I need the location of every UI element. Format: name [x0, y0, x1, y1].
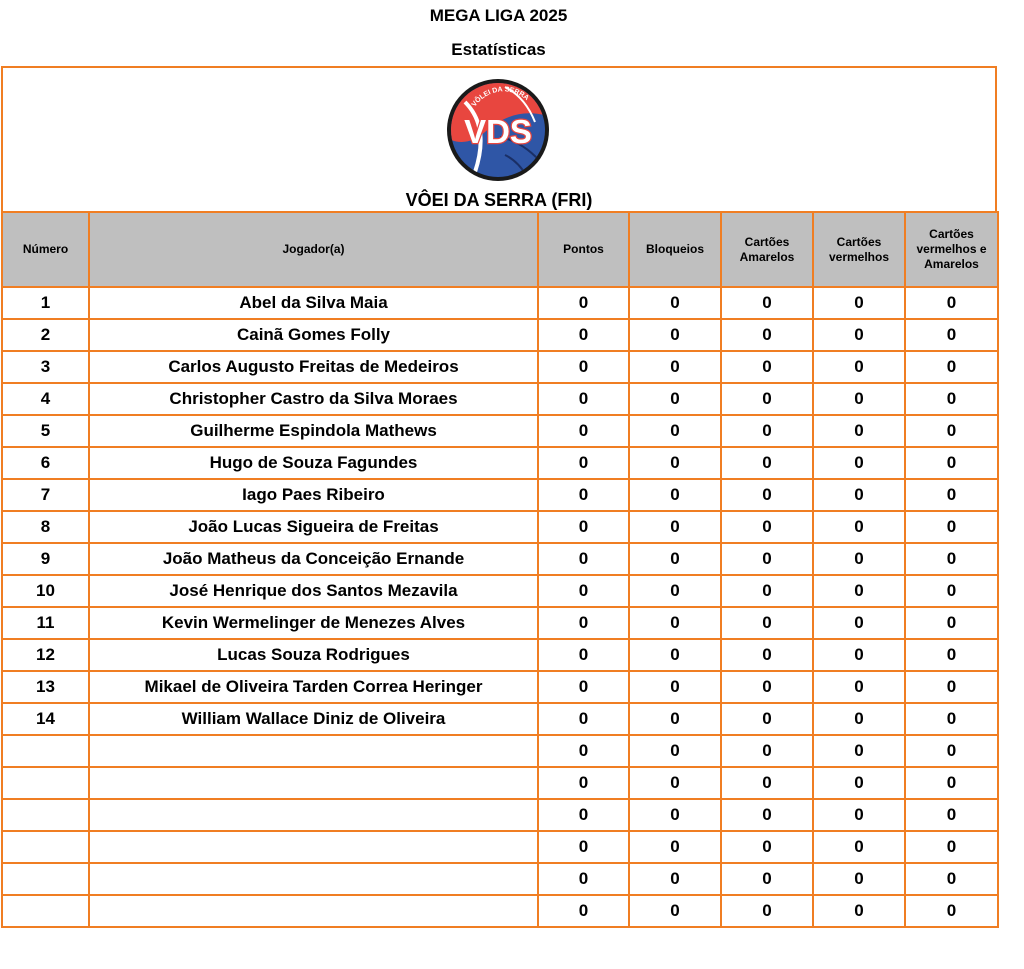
red-cards-cell: 0: [813, 831, 905, 863]
table-row: [2, 511, 998, 543]
logo-arc-text: VÔLEI DA SERRA: [470, 86, 530, 109]
points-cell: 0: [538, 351, 629, 383]
points-cell: 0: [538, 703, 629, 735]
table-header-row: [2, 212, 998, 287]
blocks-cell: 0: [629, 575, 721, 607]
blocks-cell: 0: [629, 767, 721, 799]
red-yellow-cards-cell: 0: [905, 895, 998, 927]
red-yellow-cards-cell: 0: [905, 735, 998, 767]
player-number: 7: [2, 479, 89, 511]
blocks-cell: 0: [629, 639, 721, 671]
table-row: [2, 351, 998, 383]
red-cards-cell: 0: [813, 799, 905, 831]
red-yellow-cards-cell: 0: [905, 799, 998, 831]
col-header-bloqueios: Bloqueios: [629, 212, 721, 287]
yellow-cards-cell: 0: [721, 639, 813, 671]
red-yellow-cards-cell: 0: [905, 767, 998, 799]
table-row: [2, 447, 998, 479]
red-yellow-cards-cell: 0: [905, 671, 998, 703]
red-cards-cell: 0: [813, 351, 905, 383]
table-row: [2, 607, 998, 639]
points-cell: 0: [538, 863, 629, 895]
player-number: 1: [2, 287, 89, 319]
yellow-cards-cell: 0: [721, 831, 813, 863]
red-yellow-cards-cell: 0: [905, 575, 998, 607]
page-subtitle: Estatísticas: [451, 40, 546, 59]
player-number: [2, 767, 89, 799]
yellow-cards-cell: 0: [721, 479, 813, 511]
player-number: 13: [2, 671, 89, 703]
blocks-cell: 0: [629, 479, 721, 511]
col-header-pontos: Pontos: [538, 212, 629, 287]
blocks-cell: 0: [629, 799, 721, 831]
yellow-cards-cell: 0: [721, 543, 813, 575]
red-yellow-cards-cell: 0: [905, 703, 998, 735]
red-cards-cell: 0: [813, 863, 905, 895]
player-name: William Wallace Diniz de Oliveira: [89, 703, 538, 735]
points-cell: 0: [538, 607, 629, 639]
col-header-amarelos: Cartões Amarelos: [721, 212, 813, 287]
red-cards-cell: 0: [813, 639, 905, 671]
points-cell: 0: [538, 447, 629, 479]
blocks-cell: 0: [629, 319, 721, 351]
points-cell: 0: [538, 319, 629, 351]
red-cards-cell: 0: [813, 415, 905, 447]
player-name: [89, 735, 538, 767]
yellow-cards-cell: 0: [721, 383, 813, 415]
col-header-numero: Número: [2, 212, 89, 287]
red-yellow-cards-cell: 0: [905, 383, 998, 415]
player-number: 6: [2, 447, 89, 479]
red-yellow-cards-cell: 0: [905, 863, 998, 895]
table-row: [2, 671, 998, 703]
stats-table: [1, 211, 999, 928]
table-row: [2, 799, 998, 831]
blocks-cell: 0: [629, 383, 721, 415]
red-cards-cell: 0: [813, 447, 905, 479]
player-number: 4: [2, 383, 89, 415]
blocks-cell: 0: [629, 543, 721, 575]
blocks-cell: 0: [629, 511, 721, 543]
player-name: Carlos Augusto Freitas de Medeiros: [89, 351, 538, 383]
red-cards-cell: 0: [813, 383, 905, 415]
points-cell: 0: [538, 671, 629, 703]
red-yellow-cards-cell: 0: [905, 351, 998, 383]
table-row: [2, 415, 998, 447]
player-name: [89, 799, 538, 831]
red-cards-cell: 0: [813, 319, 905, 351]
team-header: [1, 66, 997, 215]
red-cards-cell: 0: [813, 287, 905, 319]
team-logo: [445, 77, 551, 183]
player-name: Cainã Gomes Folly: [89, 319, 538, 351]
player-name: João Matheus da Conceição Ernande: [89, 543, 538, 575]
blocks-cell: 0: [629, 607, 721, 639]
player-name: Kevin Wermelinger de Menezes Alves: [89, 607, 538, 639]
blocks-cell: 0: [629, 863, 721, 895]
points-cell: 0: [538, 575, 629, 607]
blocks-cell: 0: [629, 447, 721, 479]
table-row: [2, 735, 998, 767]
table-row: [2, 319, 998, 351]
player-name: Lucas Souza Rodrigues: [89, 639, 538, 671]
table-row: [2, 831, 998, 863]
red-yellow-cards-cell: 0: [905, 543, 998, 575]
yellow-cards-cell: 0: [721, 575, 813, 607]
yellow-cards-cell: 0: [721, 511, 813, 543]
col-header-jogador: Jogador(a): [89, 212, 538, 287]
red-cards-cell: 0: [813, 671, 905, 703]
points-cell: 0: [538, 543, 629, 575]
blocks-cell: 0: [629, 703, 721, 735]
red-yellow-cards-cell: 0: [905, 607, 998, 639]
yellow-cards-cell: 0: [721, 319, 813, 351]
col-header-ambos: Cartões vermelhos e Amarelos: [905, 212, 998, 287]
player-number: 3: [2, 351, 89, 383]
table-row: [2, 703, 998, 735]
player-number: [2, 895, 89, 927]
red-yellow-cards-cell: 0: [905, 447, 998, 479]
table-row: [2, 639, 998, 671]
yellow-cards-cell: 0: [721, 351, 813, 383]
points-cell: 0: [538, 287, 629, 319]
blocks-cell: 0: [629, 287, 721, 319]
player-number: [2, 799, 89, 831]
red-yellow-cards-cell: 0: [905, 831, 998, 863]
player-name: Mikael de Oliveira Tarden Correa Heringer: [89, 671, 538, 703]
points-cell: 0: [538, 415, 629, 447]
yellow-cards-cell: 0: [721, 767, 813, 799]
red-cards-cell: 0: [813, 543, 905, 575]
points-cell: 0: [538, 735, 629, 767]
red-yellow-cards-cell: 0: [905, 415, 998, 447]
red-yellow-cards-cell: 0: [905, 287, 998, 319]
player-number: [2, 831, 89, 863]
team-name: VÔEI DA SERRA (FRI): [405, 190, 593, 210]
player-name: Iago Paes Ribeiro: [89, 479, 538, 511]
player-number: 12: [2, 639, 89, 671]
yellow-cards-cell: 0: [721, 735, 813, 767]
yellow-cards-cell: 0: [721, 799, 813, 831]
blocks-cell: 0: [629, 831, 721, 863]
player-number: 8: [2, 511, 89, 543]
player-number: 5: [2, 415, 89, 447]
red-cards-cell: 0: [813, 607, 905, 639]
player-number: 10: [2, 575, 89, 607]
yellow-cards-cell: 0: [721, 607, 813, 639]
player-number: 2: [2, 319, 89, 351]
yellow-cards-cell: 0: [721, 863, 813, 895]
blocks-cell: 0: [629, 351, 721, 383]
player-number: [2, 863, 89, 895]
points-cell: 0: [538, 383, 629, 415]
table-row: [2, 383, 998, 415]
player-name: Abel da Silva Maia: [89, 287, 538, 319]
table-row: [2, 287, 998, 319]
points-cell: 0: [538, 511, 629, 543]
table-row: [2, 895, 998, 927]
league-title: MEGA LIGA 2025: [429, 6, 568, 25]
table-row: [2, 575, 998, 607]
yellow-cards-cell: 0: [721, 287, 813, 319]
red-yellow-cards-cell: 0: [905, 511, 998, 543]
red-cards-cell: 0: [813, 735, 905, 767]
yellow-cards-cell: 0: [721, 447, 813, 479]
red-cards-cell: 0: [813, 511, 905, 543]
blocks-cell: 0: [629, 735, 721, 767]
red-cards-cell: 0: [813, 895, 905, 927]
player-number: 11: [2, 607, 89, 639]
table-row: [2, 479, 998, 511]
points-cell: 0: [538, 639, 629, 671]
player-name: Guilherme Espindola Mathews: [89, 415, 538, 447]
red-yellow-cards-cell: 0: [905, 639, 998, 671]
points-cell: 0: [538, 479, 629, 511]
red-cards-cell: 0: [813, 703, 905, 735]
blocks-cell: 0: [629, 415, 721, 447]
points-cell: 0: [538, 767, 629, 799]
red-yellow-cards-cell: 0: [905, 319, 998, 351]
yellow-cards-cell: 0: [721, 415, 813, 447]
yellow-cards-cell: 0: [721, 895, 813, 927]
player-name: Christopher Castro da Silva Moraes: [89, 383, 538, 415]
blocks-cell: 0: [629, 895, 721, 927]
player-number: 9: [2, 543, 89, 575]
points-cell: 0: [538, 895, 629, 927]
player-name: José Henrique dos Santos Mezavila: [89, 575, 538, 607]
yellow-cards-cell: 0: [721, 671, 813, 703]
player-name: [89, 895, 538, 927]
points-cell: 0: [538, 799, 629, 831]
red-yellow-cards-cell: 0: [905, 479, 998, 511]
player-number: [2, 735, 89, 767]
points-cell: 0: [538, 831, 629, 863]
red-cards-cell: 0: [813, 479, 905, 511]
blocks-cell: 0: [629, 671, 721, 703]
player-number: 14: [2, 703, 89, 735]
player-name: [89, 863, 538, 895]
player-name: [89, 767, 538, 799]
player-name: João Lucas Sigueira de Freitas: [89, 511, 538, 543]
col-header-vermelhos: Cartões vermelhos: [813, 212, 905, 287]
player-name: Hugo de Souza Fagundes: [89, 447, 538, 479]
red-cards-cell: 0: [813, 767, 905, 799]
table-row: [2, 767, 998, 799]
red-cards-cell: 0: [813, 575, 905, 607]
logo-text: VDS: [464, 113, 532, 150]
table-row: [2, 863, 998, 895]
yellow-cards-cell: 0: [721, 703, 813, 735]
player-name: [89, 831, 538, 863]
table-row: [2, 543, 998, 575]
